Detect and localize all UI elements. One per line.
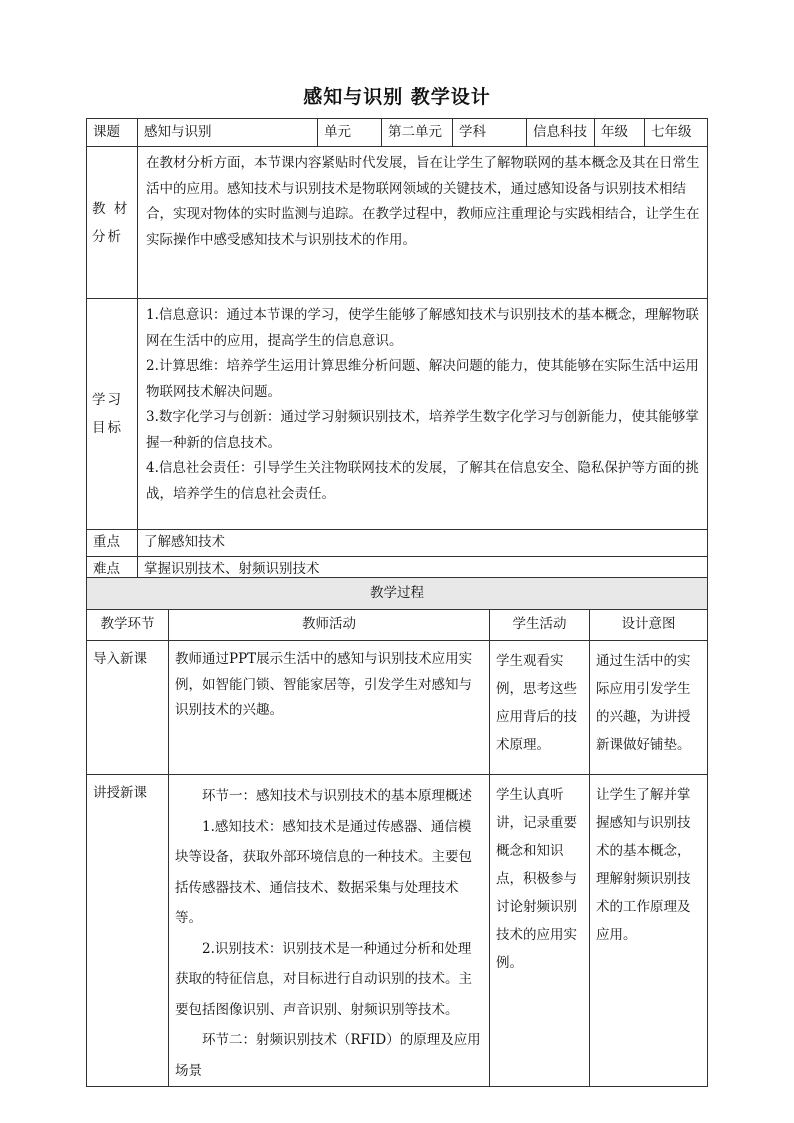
unit-label: 单元: [318, 119, 382, 147]
goals-label-line1: 学习: [92, 392, 123, 408]
difficulty-text: 掌握识别技术、射频识别技术: [138, 557, 708, 584]
process-row-lecture: [87, 775, 708, 1087]
col-stage: 教学环节: [87, 610, 169, 641]
stage-cell: 讲授新课: [87, 775, 169, 1087]
header-row: [87, 119, 708, 147]
teacher-paragraph: 1.感知技术：感知技术是通过传感器、通信模块等设备，获取外部环境信息的一种技术。主要包括传感器技术、通信技术、数据采集与处理技术等。: [175, 818, 472, 926]
goals-label: [87, 299, 138, 530]
key-point-label: 重点: [87, 530, 138, 557]
goals-row: [87, 299, 708, 530]
grade-label: 年级: [595, 119, 645, 147]
unit-value: 第二单元: [382, 119, 453, 147]
process-row-intro: [87, 641, 708, 775]
key-point-row: [87, 530, 708, 557]
goals-list: [138, 299, 708, 530]
teacher-paragraph: 环节一：感知技术与识别技术的基本原理概述: [202, 788, 472, 804]
topic-value: 感知与识别: [138, 119, 318, 147]
col-teacher: 教师活动: [169, 610, 490, 641]
analysis-label-line2: 分析: [92, 228, 123, 245]
grade-value: 七年级: [645, 119, 708, 147]
intent-cell: 通过生活中的实际应用引发学生的兴趣，为讲授新课做好铺垫。: [590, 641, 708, 775]
process-table: [86, 577, 708, 1087]
analysis-row: [87, 147, 708, 299]
analysis-label-line1: 教 材: [92, 200, 130, 217]
topic-label: 课题: [87, 119, 138, 147]
student-cell: 学生观看实例，思考这些应用背后的技术原理。: [490, 641, 590, 775]
teacher-paragraph: 2.识别技术：识别技术是一种通过分析和处理获取的特征信息，对目标进行自动识别的技术。主要包括图像识别、声音识别、射频识别等技术。: [175, 940, 472, 1018]
subject-label: 学科: [453, 119, 527, 147]
student-cell: 学生认真听讲，记录重要概念和知识点，积极参与讨论射频识别技术的应用实例。: [490, 775, 590, 1087]
goals-label-line2: 目标: [92, 420, 123, 436]
process-header: 教学过程: [87, 578, 708, 610]
analysis-label: [87, 147, 138, 299]
stage-cell: 导入新课: [87, 641, 169, 775]
goal-item: 3.数字化学习与创新：通过学习射频识别技术，培养学生数字化学习与创新能力，使其能够掌握一种新的信息技术。: [146, 409, 699, 451]
info-table: [86, 118, 708, 584]
intent-cell: 让学生了解并掌握感知与识别技术的基本概念，理解射频识别技术的工作原理及应用。: [590, 775, 708, 1087]
goal-item: 1.信息意识：通过本节课的学习，使学生能够了解感知技术与识别技术的基本概念，理解物联网在生活中的应用，提高学生的信息意识。: [146, 307, 699, 349]
goal-item: 2.计算思维：培养学生运用计算思维分析问题、解决问题的能力，使其能够在实际生活中运用物联网技术解决问题。: [146, 358, 699, 400]
teacher-cell: [169, 775, 490, 1087]
column-header-row: [87, 610, 708, 641]
teacher-paragraph: 教师通过PPT展示生活中的感知与识别技术应用实例，如智能门锁、智能家居等，引发学生对感知与识别技术的兴趣。: [175, 651, 473, 718]
difficulty-label: 难点: [87, 557, 138, 584]
analysis-text: 在教材分析方面，本节课内容紧贴时代发展，旨在让学生了解物联网的基本概念及其在日常生活中的应用。感知技术与识别技术是物联网领域的关键技术，通过感知设备与识别技术相结合，实现对物体的实时监测与追踪。在教学过程中，教师应注重理论与实践相结合，让学生在实际操作中感受感知技术与识别技术的作用。: [138, 147, 708, 299]
teacher-cell: [169, 641, 490, 775]
key-point-text: 了解感知技术: [138, 530, 708, 557]
goal-item: 4.信息社会责任：引导学生关注物联网技术的发展，了解其在信息安全、隐私保护等方面的挑战，培养学生的信息社会责任。: [146, 460, 699, 502]
subject-value: 信息科技: [527, 119, 595, 147]
col-intent: 设计意图: [590, 610, 708, 641]
teacher-paragraph: 环节二：射频识别技术（RFID）的原理及应用场景: [175, 1032, 481, 1079]
page-title: 感知与识别 教学设计: [303, 86, 491, 108]
process-header-row: [87, 578, 708, 610]
col-student: 学生活动: [490, 610, 590, 641]
